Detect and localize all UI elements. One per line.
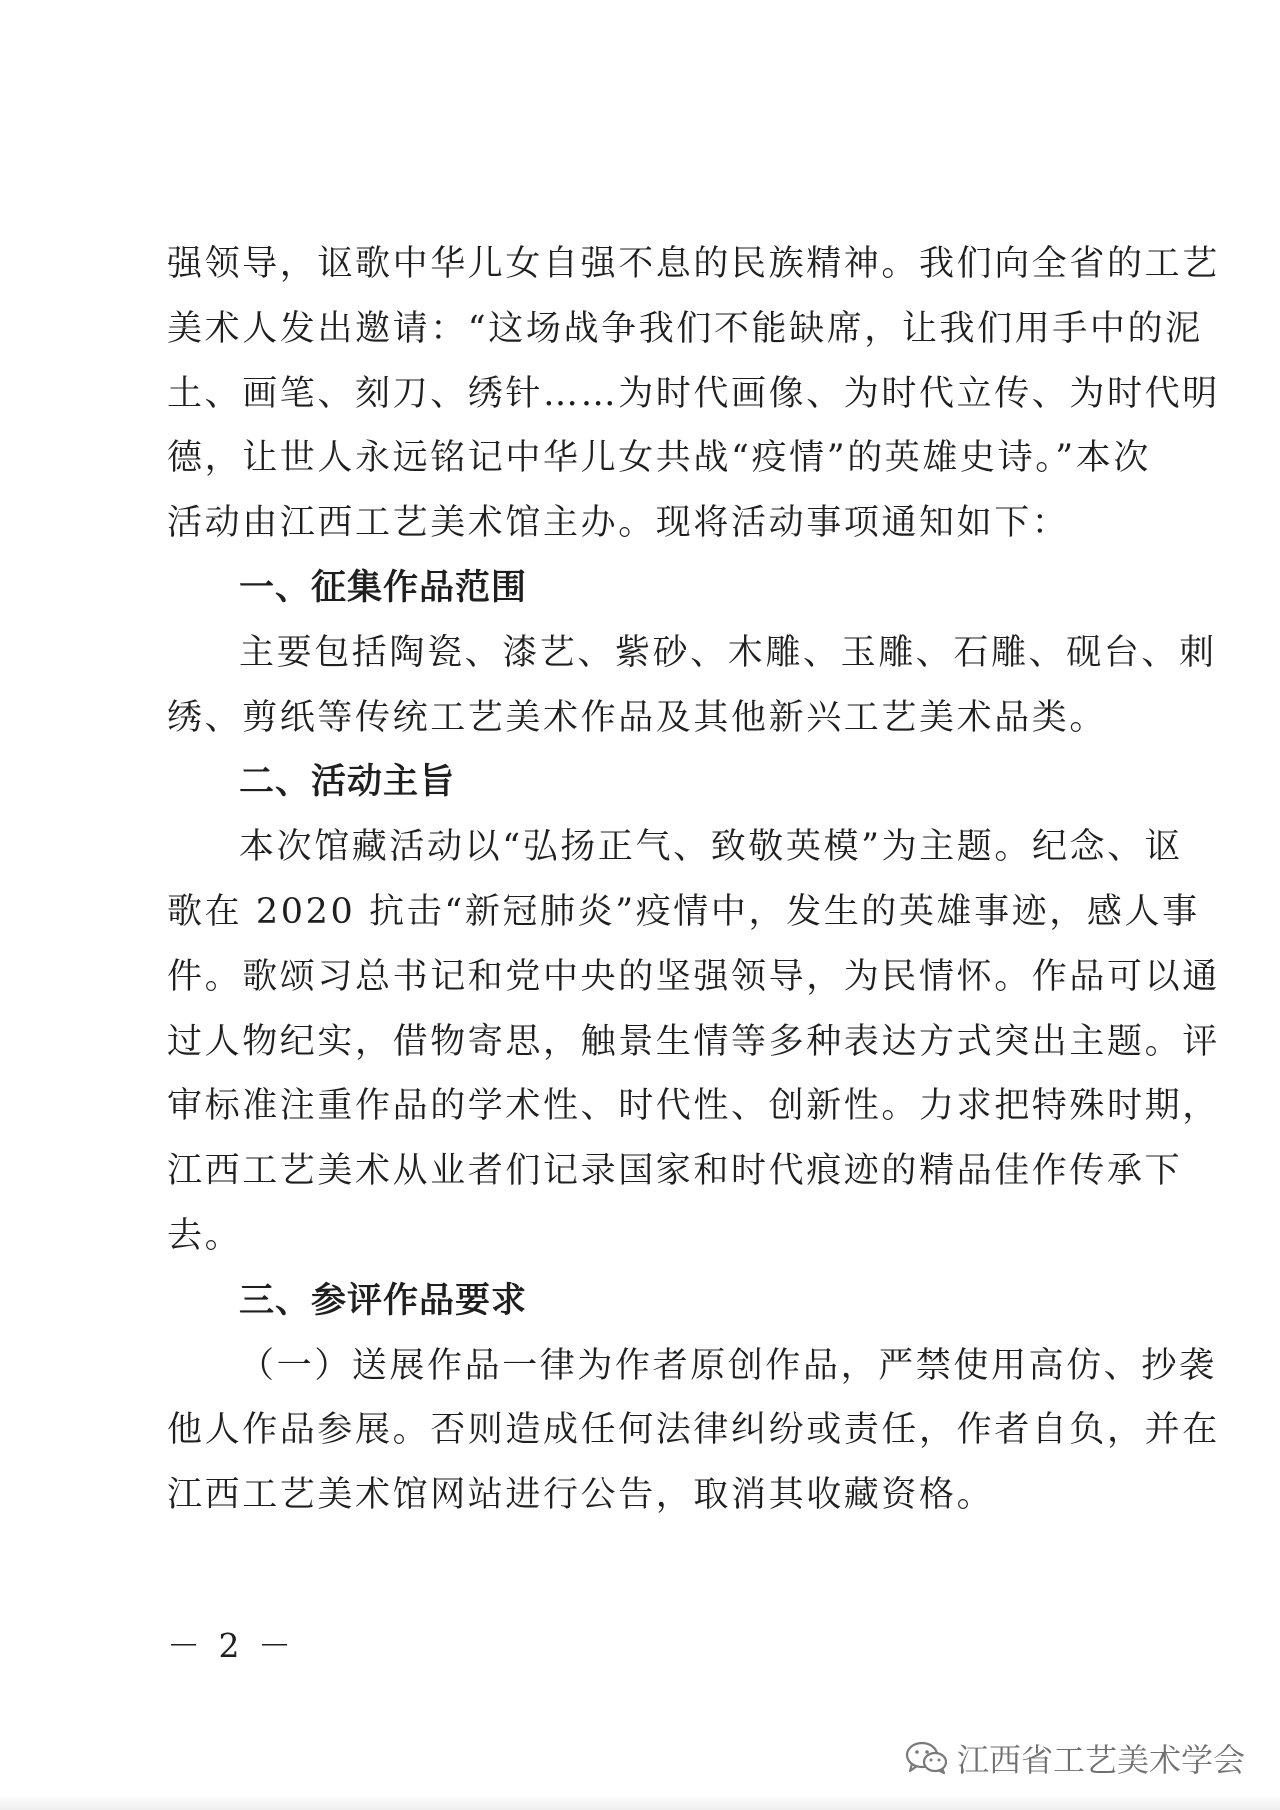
body-line: 过人物纪实，借物寄思，触景生情等多种表达方式突出主题。评 <box>167 1021 1220 1062</box>
body-line: 强领导，讴歌中华儿女自强不息的民族精神。我们向全省的工艺 <box>167 244 1220 284</box>
section-heading-scope: 一、征集作品范围 <box>239 567 528 608</box>
body-line: 活动由江西工艺美术馆主办。现将活动事项通知如下： <box>167 503 1070 544</box>
body-line: 他人作品参展。否则造成任何法律纠纷或责任，作者自负，并在 <box>167 1410 1220 1451</box>
body-line: 绣、剪纸等传统工艺美术作品及其他新兴工艺美术品类。 <box>167 697 1108 738</box>
body-line: （一）送展作品一律为作者原创作品，严禁使用高仿、抄袭 <box>239 1345 1217 1386</box>
body-line: 审标准注重作品的学术性、时代性、创新性。力求把特殊时期， <box>167 1086 1220 1127</box>
intro-paragraph <box>167 232 1220 556</box>
section-heading-requirements: 三、参评作品要求 <box>239 1280 528 1321</box>
requirements-paragraph <box>167 1334 1220 1528</box>
watermark <box>905 1735 1245 1781</box>
body-line: 德，让世人永远铭记中华儿女共战“疫情”的英雄史诗。”本次 <box>167 438 1151 479</box>
body-line: 主要包括陶瓷、漆艺、紫砂、木雕、玉雕、石雕、砚台、刺 <box>239 632 1217 673</box>
section-heading-purpose: 二、活动主旨 <box>239 762 456 803</box>
body-line: 歌在 2020 抗击“新冠肺炎”疫情中，发生的英雄事迹，感人事 <box>167 891 1200 932</box>
body-line: 本次馆藏活动以“弘扬正气、致敬英模”为主题。纪念、讴 <box>239 827 1183 868</box>
body-line: 江西工艺美术从业者们记录国家和时代痕迹的精品佳作传承下 <box>167 1151 1183 1192</box>
document-body <box>167 232 1220 1528</box>
scan-edge <box>0 1795 1280 1810</box>
page-number: － 2 － <box>167 1626 295 1665</box>
wechat-icon <box>905 1741 949 1775</box>
body-line: 去。 <box>167 1215 243 1256</box>
purpose-paragraph <box>167 815 1220 1269</box>
body-line: 土、画笔、刻刀、绣针……为时代画像、为时代立传、为时代明 <box>167 373 1220 414</box>
body-line: 美术人发出邀请：“这场战争我们不能缺席，让我们用手中的泥 <box>167 308 1203 349</box>
body-line: 件。歌颂习总书记和党中央的坚强领导，为民情怀。作品可以通 <box>167 956 1220 997</box>
watermark-text: 江西省工艺美术学会 <box>957 1741 1246 1779</box>
scope-paragraph <box>167 621 1217 751</box>
body-line: 江西工艺美术馆网站进行公告，取消其收藏资格。 <box>167 1475 995 1516</box>
